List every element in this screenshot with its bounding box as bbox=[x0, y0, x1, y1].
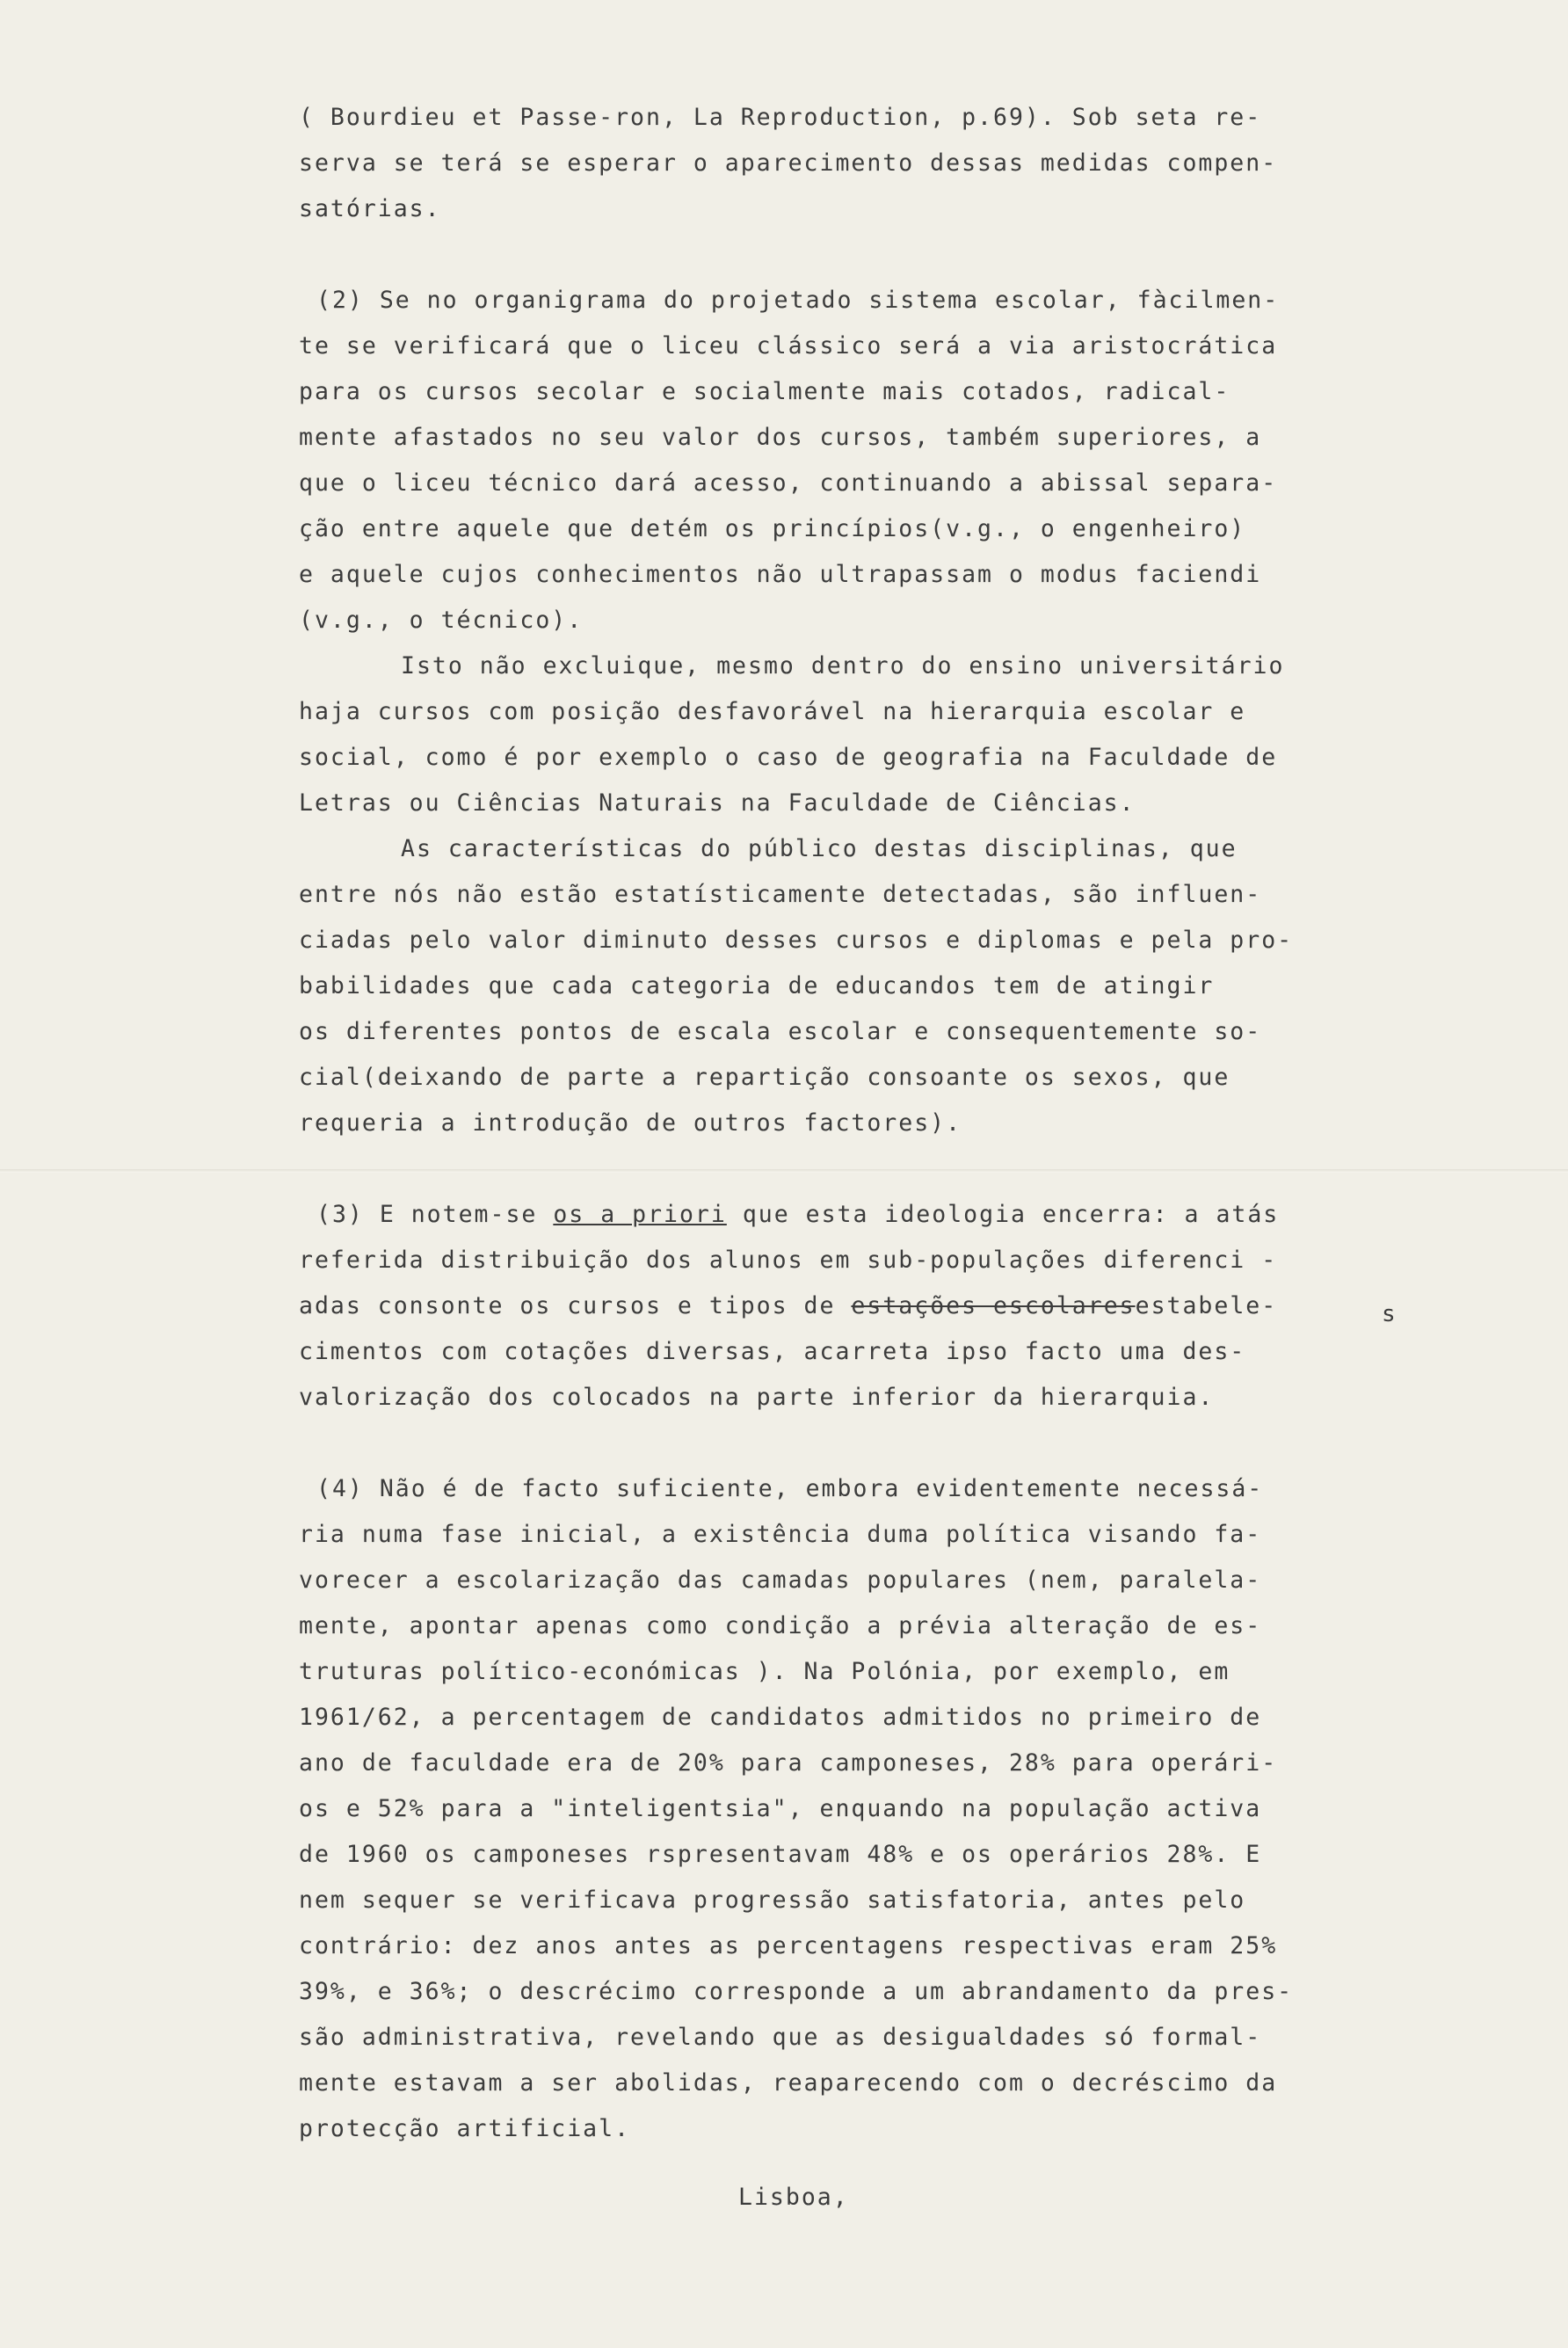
text-line: os e 52% para a "inteligentsia", enquando na população activa bbox=[299, 1795, 1262, 1822]
text-line: mente estavam a ser abolidas, reaparecendo com o decréscimo da bbox=[299, 2069, 1278, 2097]
text-line: (3) E notem-se os a priori que esta ideologia encerra: a atás bbox=[316, 1201, 1280, 1228]
text-line: e aquele cujos conhecimentos não ultrapassam o modus faciendi bbox=[299, 561, 1262, 588]
text-line: Letras ou Ciências Naturais na Faculdade de Ciências. bbox=[299, 789, 1136, 817]
text-line: que o liceu técnico dará acesso, continuando a abissal separa- bbox=[299, 469, 1278, 497]
struck-out-text: estações escolares bbox=[851, 1292, 1136, 1319]
text-line: cial(deixando de parte a repartição consoante os sexos, que bbox=[299, 1064, 1230, 1091]
text-line: satórias. bbox=[299, 195, 441, 222]
text-line: (4) Não é de facto suficiente, embora evidentemente necessá- bbox=[316, 1475, 1264, 1502]
text-line: 39%, e 36%; o descrécimo corresponde a um abrandamento da pres- bbox=[299, 1978, 1294, 2005]
text-line: babilidades que cada categoria de educandos tem de atingir bbox=[299, 972, 1215, 1000]
text-line: protecção artificial. bbox=[299, 2115, 631, 2142]
margin-note: s bbox=[1382, 1301, 1396, 1327]
text-line: de 1960 os camponeses rspresentavam 48% e os operários 28%. E bbox=[299, 1841, 1262, 1868]
text-line: ria numa fase inicial, a existência duma política visando fa- bbox=[299, 1521, 1262, 1548]
text-line: cimentos com cotações diversas, acarreta ipso facto uma des- bbox=[299, 1338, 1246, 1365]
typewritten-text bbox=[299, 95, 1380, 2152]
text-line: ção entre aquele que detém os princípios(v.g., o engenheiro) bbox=[299, 515, 1246, 542]
place-line: Lisboa, bbox=[738, 2184, 849, 2211]
text-line: são administrativa, revelando que as desigualdades só formal- bbox=[299, 2024, 1262, 2051]
text-line: nem sequer se verificava progressão satisfatoria, antes pelo bbox=[299, 1886, 1246, 1914]
text-line: adas consonte os cursos e tipos de estações escolaresestabele- bbox=[299, 1292, 1278, 1319]
text-line: haja cursos com posição desfavorável na hierarquia escolar e bbox=[299, 698, 1246, 725]
text-line: contrário: dez anos antes as percentagens respectivas eram 25% bbox=[299, 1932, 1278, 1959]
text-line: te se verificará que o liceu clássico será a via aristocrática bbox=[299, 332, 1278, 360]
text-line: entre nós não estão estatísticamente detectadas, são influen- bbox=[299, 881, 1262, 908]
text-line: mente afastados no seu valor dos cursos, também superiores, a bbox=[299, 424, 1262, 451]
text-line: mente, apontar apenas como condição a prévia alteração de es- bbox=[299, 1612, 1262, 1639]
text-line: vorecer a escolarização das camadas populares (nem, paralela- bbox=[299, 1567, 1262, 1594]
text-line: valorização dos colocados na parte inferior da hierarquia. bbox=[299, 1384, 1215, 1411]
text-line: truturas político-económicas ). Na Polónia, por exemplo, em bbox=[299, 1658, 1230, 1685]
text-line: As características do público destas disciplinas, que bbox=[401, 835, 1238, 862]
text-line: serva se terá se esperar o aparecimento dessas medidas compen- bbox=[299, 149, 1278, 177]
text-line: ano de faculdade era de 20% para camponeses, 28% para operári- bbox=[299, 1749, 1278, 1777]
text-line: para os cursos secolar e socialmente mais cotados, radical- bbox=[299, 378, 1230, 405]
text-line: requeria a introdução de outros factores). bbox=[299, 1109, 962, 1137]
text-line: (2) Se no organigrama do projetado sistema escolar, fàcilmen- bbox=[316, 287, 1280, 314]
text-line: ( Bourdieu et Passe-ron, La Reproduction, p.69). Sob seta re- bbox=[299, 104, 1262, 131]
underlined-phrase: os a priori bbox=[553, 1201, 727, 1228]
text-line: (v.g., o técnico). bbox=[299, 607, 584, 634]
text-line: Isto não excluique, mesmo dentro do ensino universitário bbox=[401, 652, 1285, 680]
text-line: os diferentes pontos de escala escolar e consequentemente so- bbox=[299, 1018, 1262, 1045]
text-line: 1961/62, a percentagem de candidatos admitidos no primeiro de bbox=[299, 1704, 1262, 1731]
text-line: social, como é por exemplo o caso de geografia na Faculdade de bbox=[299, 744, 1278, 771]
text-line: referida distribuição dos alunos em sub-populações diferenci - bbox=[299, 1247, 1278, 1274]
text-line: ciadas pelo valor diminuto desses cursos e diplomas e pela pro- bbox=[299, 927, 1294, 954]
